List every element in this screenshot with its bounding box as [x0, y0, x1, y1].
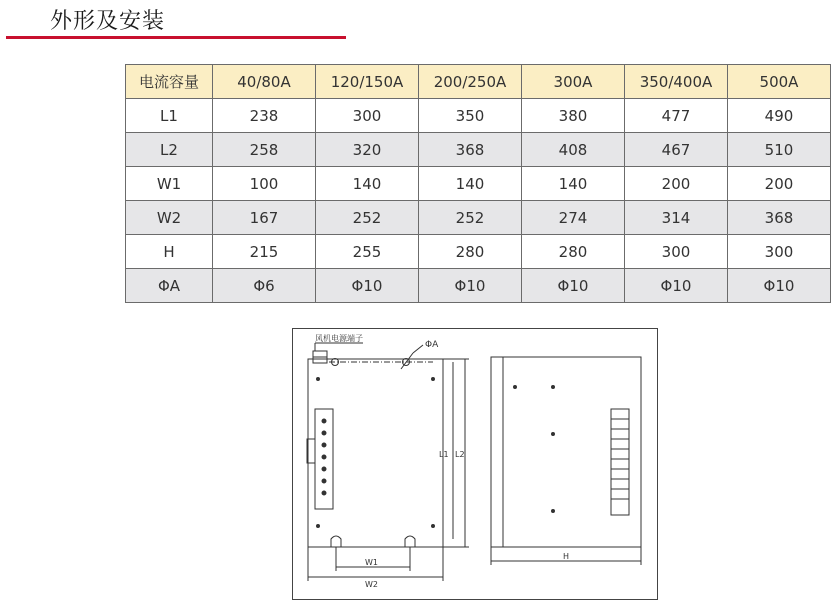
table-cell: 200 — [625, 167, 728, 201]
bottom-slot-right — [405, 536, 415, 547]
outline-drawing — [293, 329, 659, 601]
title-underline — [6, 36, 346, 39]
header-cell: 300A — [522, 65, 625, 99]
table-cell: 252 — [316, 201, 419, 235]
l2-label: L2 — [455, 450, 465, 459]
table-cell: 350 — [419, 99, 522, 133]
table-cell: Φ10 — [625, 269, 728, 303]
table-cell: 100 — [213, 167, 316, 201]
table-cell: 280 — [522, 235, 625, 269]
table-cell: 510 — [728, 133, 831, 167]
corner-dot — [432, 378, 435, 381]
table-row — [126, 201, 831, 235]
side-dot — [552, 510, 555, 513]
table-cell: 258 — [213, 133, 316, 167]
table-cell: 215 — [213, 235, 316, 269]
spec-table — [125, 64, 831, 303]
corner-dot — [317, 525, 320, 528]
row-label: L1 — [126, 99, 213, 133]
table-cell: 380 — [522, 99, 625, 133]
row-label: W1 — [126, 167, 213, 201]
table-row — [126, 99, 831, 133]
table-cell: 300 — [625, 235, 728, 269]
table-cell: 467 — [625, 133, 728, 167]
table-cell: 252 — [419, 201, 522, 235]
header-cell: 电流容量 — [126, 65, 213, 99]
table-cell: 140 — [316, 167, 419, 201]
table-row — [126, 269, 831, 303]
bottom-slot-left — [331, 536, 341, 547]
fan-terminal-label: 风机电源端子 — [315, 334, 363, 343]
table-cell: 408 — [522, 133, 625, 167]
corner-dot — [432, 525, 435, 528]
w2-label: W2 — [365, 580, 378, 589]
side-terminal-ticks — [611, 419, 629, 499]
table-cell: 200 — [728, 167, 831, 201]
terminal-screws — [322, 419, 326, 495]
header-cell: 120/150A — [316, 65, 419, 99]
table-cell: Φ10 — [522, 269, 625, 303]
table-cell: 140 — [522, 167, 625, 201]
table-cell: 300 — [316, 99, 419, 133]
header-cell: 200/250A — [419, 65, 522, 99]
table-cell: Φ10 — [419, 269, 522, 303]
hole-leader — [413, 345, 423, 353]
section-title: 外形及安装 — [50, 9, 166, 34]
side-dot — [552, 386, 555, 389]
header-cell: 350/400A — [625, 65, 728, 99]
table-cell: Φ6 — [213, 269, 316, 303]
l1-label: L1 — [439, 450, 449, 459]
row-label: L2 — [126, 133, 213, 167]
table-row — [126, 235, 831, 269]
table-cell: Φ10 — [728, 269, 831, 303]
table-cell: 140 — [419, 167, 522, 201]
table-cell: 368 — [419, 133, 522, 167]
corner-dot — [317, 378, 320, 381]
table-header-row — [126, 65, 831, 99]
table-cell: 238 — [213, 99, 316, 133]
hole-label: ΦA — [425, 340, 439, 350]
table-cell: 274 — [522, 201, 625, 235]
table-row — [126, 167, 831, 201]
table-cell: 167 — [213, 201, 316, 235]
outline-drawing-frame — [292, 328, 658, 600]
table-row — [126, 133, 831, 167]
side-view-body — [491, 357, 641, 547]
header-cell: 500A — [728, 65, 831, 99]
table-cell: 255 — [316, 235, 419, 269]
table-cell: 490 — [728, 99, 831, 133]
table-cell: 477 — [625, 99, 728, 133]
table-cell: 368 — [728, 201, 831, 235]
table-cell: Φ10 — [316, 269, 419, 303]
w1-label: W1 — [365, 558, 378, 567]
table-cell: 280 — [419, 235, 522, 269]
table-cell: 320 — [316, 133, 419, 167]
side-dot — [514, 386, 517, 389]
row-label: H — [126, 235, 213, 269]
front-view-body — [308, 359, 443, 547]
row-label: W2 — [126, 201, 213, 235]
header-cell: 40/80A — [213, 65, 316, 99]
side-dot — [552, 433, 555, 436]
h-label: H — [563, 552, 570, 561]
table-cell: 314 — [625, 201, 728, 235]
table-cell: 300 — [728, 235, 831, 269]
row-label: ΦA — [126, 269, 213, 303]
